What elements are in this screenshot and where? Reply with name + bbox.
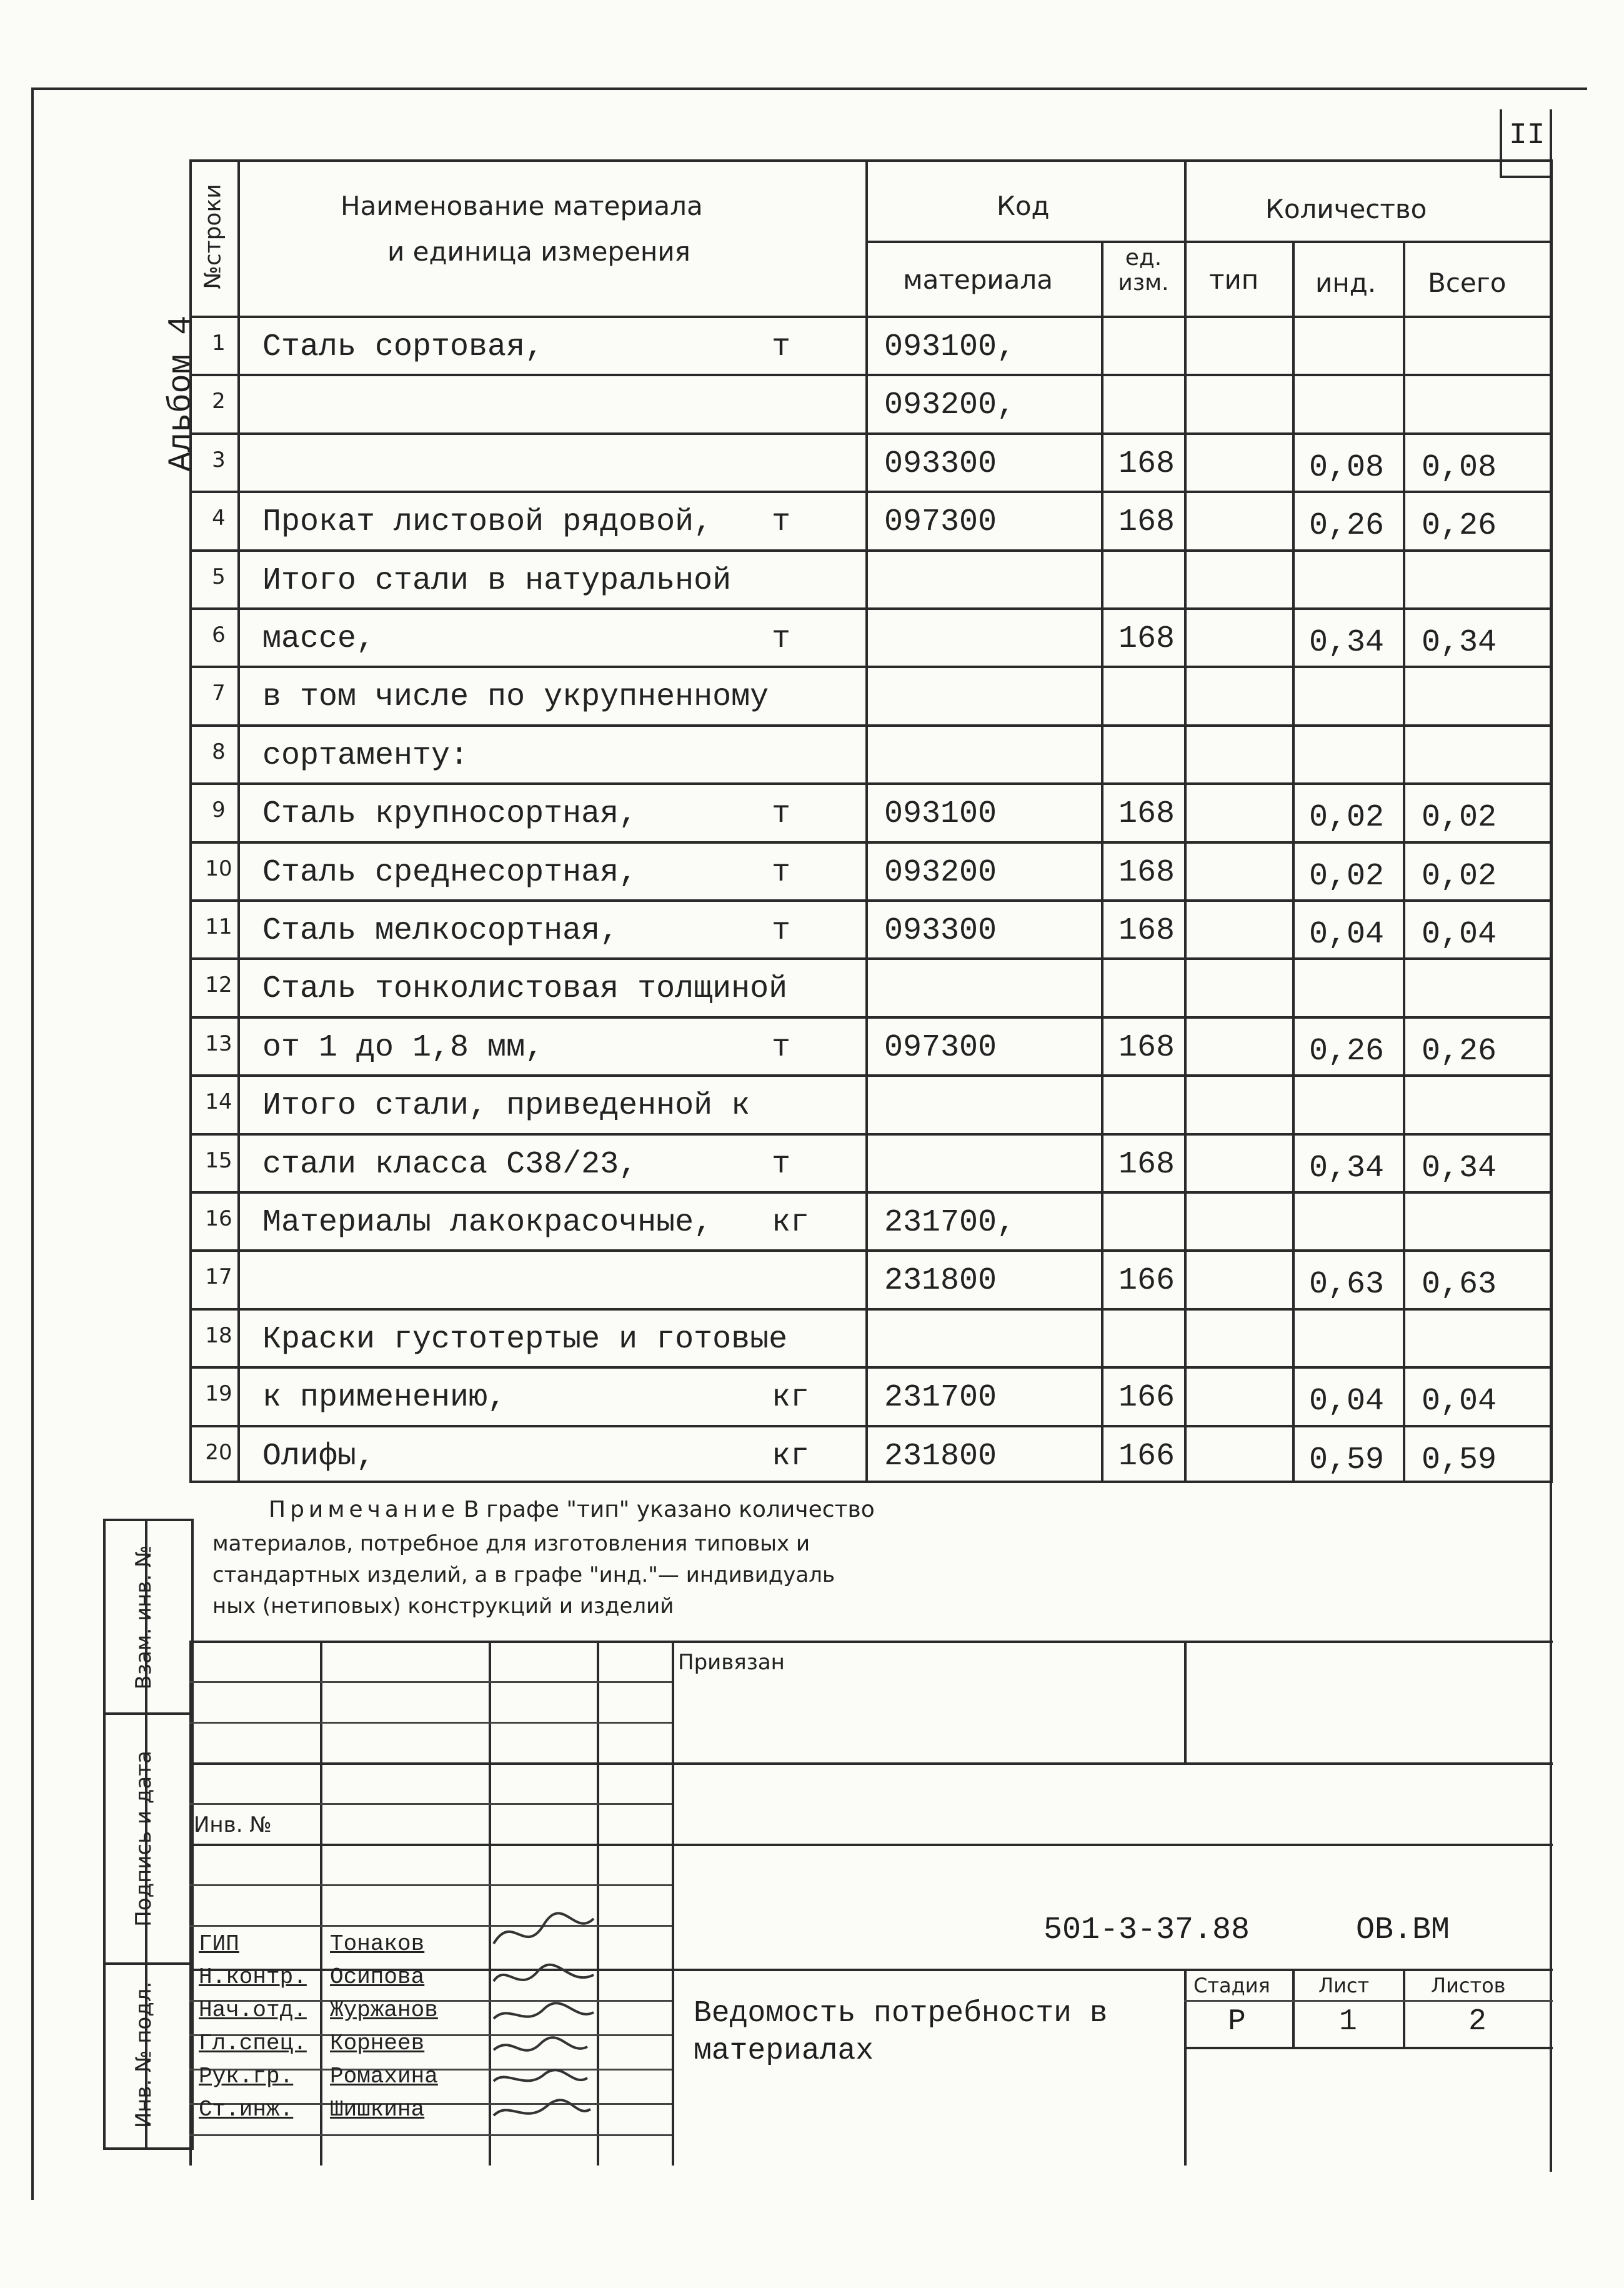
page-number: II [1509,119,1545,152]
row-divider [189,1308,1553,1311]
note-title: Примечание [269,1497,460,1522]
qty-ind: 0,63 [1309,1267,1385,1303]
unit-code: 168 [1118,621,1175,657]
row-divider [189,607,1553,610]
sheet-label: Лист [1318,1974,1370,1997]
material-unit: кг [772,1205,810,1241]
row-divider [189,374,1553,376]
tb-left-row4 [189,1884,672,1886]
qty-ind: 0,04 [1309,1384,1385,1420]
material-name: массе, [262,621,376,657]
qty-ind: 0,02 [1309,800,1385,836]
signer-role: Нач.отд. [199,1997,307,2023]
material-name: Итого стали в натуральной [262,562,732,599]
row-divider [189,957,1553,960]
material-unit: кг [772,1438,810,1474]
tb-left-row2 [189,1722,672,1724]
col-line-unit [1184,159,1187,1483]
qty-ind: 0,34 [1309,1150,1385,1186]
header-code-unit: ед. изм. [1118,245,1169,296]
material-code: 231800 [884,1263,997,1299]
col-line-name [865,159,868,1483]
sheet-value: 1 [1339,2005,1357,2039]
material-name: Сталь среднесортная, [262,854,638,891]
material-name: Сталь сортовая, [262,329,544,365]
row-number: 2 [212,389,226,414]
unit-code: 168 [1118,913,1175,949]
note-line2: материалов, потребное для изготовления типовых и [212,1531,810,1556]
material-code: 093200, [884,387,1016,424]
signer-role: Рук.гр. [199,2064,294,2089]
material-name: Сталь крупносортная, [262,796,638,832]
sheets-label: Листов [1431,1974,1506,1997]
qty-ind: 0,04 [1309,917,1385,952]
row-number: 8 [212,739,226,764]
privyazan-label: Привязан [678,1650,785,1675]
signer-name: Ромахина [330,2064,438,2089]
material-code: 093200 [884,854,997,891]
qty-total: 0,59 [1422,1442,1497,1478]
tb-stage-header-line [1184,2000,1553,2002]
material-unit: т [772,796,791,832]
signature-rukgr [494,2070,587,2081]
doc-code: 501-3-37.88 [1044,1912,1250,1948]
signature-glspec [494,2037,587,2051]
material-unit: т [772,913,791,949]
note-line4: ных (нетиповых) конструкций и изделий [212,1594,674,1619]
row-number: 13 [205,1031,232,1056]
row-number: 19 [205,1381,232,1407]
col-line-material [1101,241,1103,1483]
tb-privyazan-bottom [189,1762,1553,1765]
material-name: Краски густотертые и готовые [262,1321,788,1357]
signature-nkontr [494,1965,594,1981]
row-divider [189,1074,1553,1077]
material-code: 093300 [884,446,997,482]
row-number: 15 [205,1147,232,1173]
material-name: Сталь тонколистовая толщиной [262,971,788,1007]
header-quantity: Количество [1265,194,1427,224]
signer-name: Тонаков [330,1931,425,1957]
row-number: 16 [205,1206,232,1231]
sheets-value: 2 [1468,2005,1487,2039]
signature-nachotd [494,2003,594,2019]
tb-stage-left [1184,1969,1187,2166]
row-number: 9 [212,797,226,823]
row-divider [189,549,1553,552]
qty-ind: 0,08 [1309,449,1385,486]
row-divider [189,1016,1553,1019]
qty-ind: 0,59 [1309,1442,1385,1478]
tb-mid-line [189,1844,1553,1846]
row-divider [189,491,1553,493]
unit-code: 168 [1118,1029,1175,1066]
side-stamp-line2 [103,1962,194,1965]
qty-total: 0,02 [1422,858,1497,894]
material-code: 097300 [884,504,997,541]
material-unit: т [772,854,791,891]
unit-code: 166 [1118,1263,1175,1299]
qty-total: 0,02 [1422,800,1497,836]
qty-total: 0,04 [1422,1384,1497,1420]
row-number: 7 [212,681,226,706]
doc-title-line1: Ведомость потребности в [694,1997,1108,2031]
qty-ind: 0,34 [1309,625,1385,661]
signer-role: ГИП [199,1931,239,1957]
material-unit: т [772,1146,791,1182]
header-code-material: материала [903,264,1054,295]
qty-ind: 0,26 [1309,1033,1385,1069]
header-qty-total: Всего [1428,267,1507,298]
unit-code: 168 [1118,796,1175,832]
signature-stinzh [494,2100,590,2116]
row-number: 4 [212,506,226,531]
doc-mark: ОВ.ВМ [1356,1912,1450,1948]
row-divider [189,841,1553,844]
material-name: сортаменту: [262,737,469,774]
tb-stage-right [1292,1969,1295,2047]
material-code: 231700 [884,1380,997,1416]
signer-role: Н.контр. [199,1964,307,1990]
stage-value: Р [1228,2005,1246,2039]
signer-name: Журжанов [330,1997,438,2023]
material-name: стали класса С38/23, [262,1146,638,1182]
signature-gip [494,1913,594,1944]
material-code: 231800 [884,1438,997,1474]
header-bottom [189,316,1553,318]
stage-label: Стадия [1193,1974,1270,1997]
row-number: 14 [205,1089,232,1115]
row-divider [189,1425,1553,1427]
side-stamp-line1 [103,1712,194,1715]
signer-role: Ст.инж. [199,2097,294,2122]
material-name: Итого стали, приведенной к [262,1088,750,1124]
material-unit: т [772,1029,791,1066]
material-unit: т [772,621,791,657]
material-name: к применению, [262,1380,507,1416]
row-divider [189,1249,1553,1252]
material-name: от 1 до 1,8 мм, [262,1029,544,1066]
material-code: 097300 [884,1029,997,1066]
side-podpis-label: Подпись и дата [131,1751,156,1927]
signer-name: Осипова [330,1964,425,1990]
unit-code: 168 [1118,1146,1175,1182]
qty-total: 0,26 [1422,1033,1497,1069]
header-rownum: №строки [200,184,226,289]
tb-stage-bottom [1184,2047,1553,2049]
row-number: 20 [205,1439,232,1465]
qty-ind: 0,26 [1309,508,1385,544]
row-divider [189,666,1553,668]
signer-name: Шишкина [330,2097,425,2122]
unit-code: 166 [1118,1380,1175,1416]
header-name-line1: Наименование материала [341,191,703,221]
material-name: Олифы, [262,1438,376,1474]
signer-name: Корнеев [330,2031,425,2056]
qty-total: 0,34 [1422,625,1497,661]
unit-code: 168 [1118,446,1175,482]
tb-col-date-end [672,1641,674,2166]
header-code: Код [997,191,1050,221]
material-code: 093100 [884,796,997,832]
doc-title-line2: материалах [694,2034,874,2068]
row-divider [189,724,1553,727]
tb-col-role-end [320,1641,322,2166]
tb-left-row1 [189,1681,672,1683]
note-line1: В графе "тип" указано количество [464,1497,875,1522]
material-name: Материалы лакокрасочные, [262,1205,713,1241]
inv-no-label: Инв. № [194,1812,272,1837]
col-line-type [1292,241,1295,1483]
row-number: 12 [205,972,232,998]
row-divider [189,432,1553,435]
col-line-rownum [237,159,240,1483]
row-number: 17 [205,1264,232,1290]
row-number: 18 [205,1322,232,1348]
row-number: 3 [212,447,226,472]
row-divider [189,1133,1553,1136]
material-unit: кг [772,1380,810,1416]
row-number: 1 [212,331,226,356]
album-label: Альбом 4 [162,315,200,472]
row-divider [189,782,1553,785]
qty-total: 0,63 [1422,1267,1497,1303]
unit-code: 166 [1118,1438,1175,1474]
row-number: 11 [205,914,232,939]
side-inv-label: Инв. № подл. [131,1981,156,2129]
header-qty-type: тип [1209,264,1259,295]
signer-role: Гл.спец. [199,2031,307,2056]
material-unit: т [772,329,791,365]
row-divider [189,899,1553,902]
row-number: 10 [205,856,232,881]
row-divider [189,1366,1553,1369]
qty-ind: 0,02 [1309,858,1385,894]
row-divider [189,1191,1553,1194]
material-code: 231700, [884,1205,1016,1241]
tb-left-row3 [189,1803,672,1805]
unit-code: 168 [1118,504,1175,541]
qty-total: 0,26 [1422,508,1497,544]
col-line-ind [1403,241,1405,1483]
material-name: Прокат листовой рядовой, [262,504,713,541]
material-code: 093300 [884,913,997,949]
qty-total: 0,08 [1422,449,1497,486]
material-code: 093100, [884,329,1016,365]
row-number: 5 [212,564,226,589]
tb-sheet-right [1403,1969,1405,2047]
row-number: 6 [212,622,226,647]
note-line3: стандартных изделий, а в графе "инд."— индивидуаль [212,1562,835,1587]
header-qty-ind: инд. [1315,267,1377,298]
header-name-line2: и единица измерения [387,236,690,267]
material-unit: т [772,504,791,541]
unit-code: 168 [1118,854,1175,891]
signature-scribbles [487,1900,600,2150]
side-vzam-label: Взам. инв. № [131,1545,156,1690]
header-divider-code [865,241,1553,243]
material-name: в том числе по укрупненному [262,679,769,716]
qty-total: 0,04 [1422,917,1497,952]
material-name: Сталь мелкосортная, [262,913,619,949]
tb-privyazan-split [1184,1641,1187,1762]
qty-total: 0,34 [1422,1150,1497,1186]
